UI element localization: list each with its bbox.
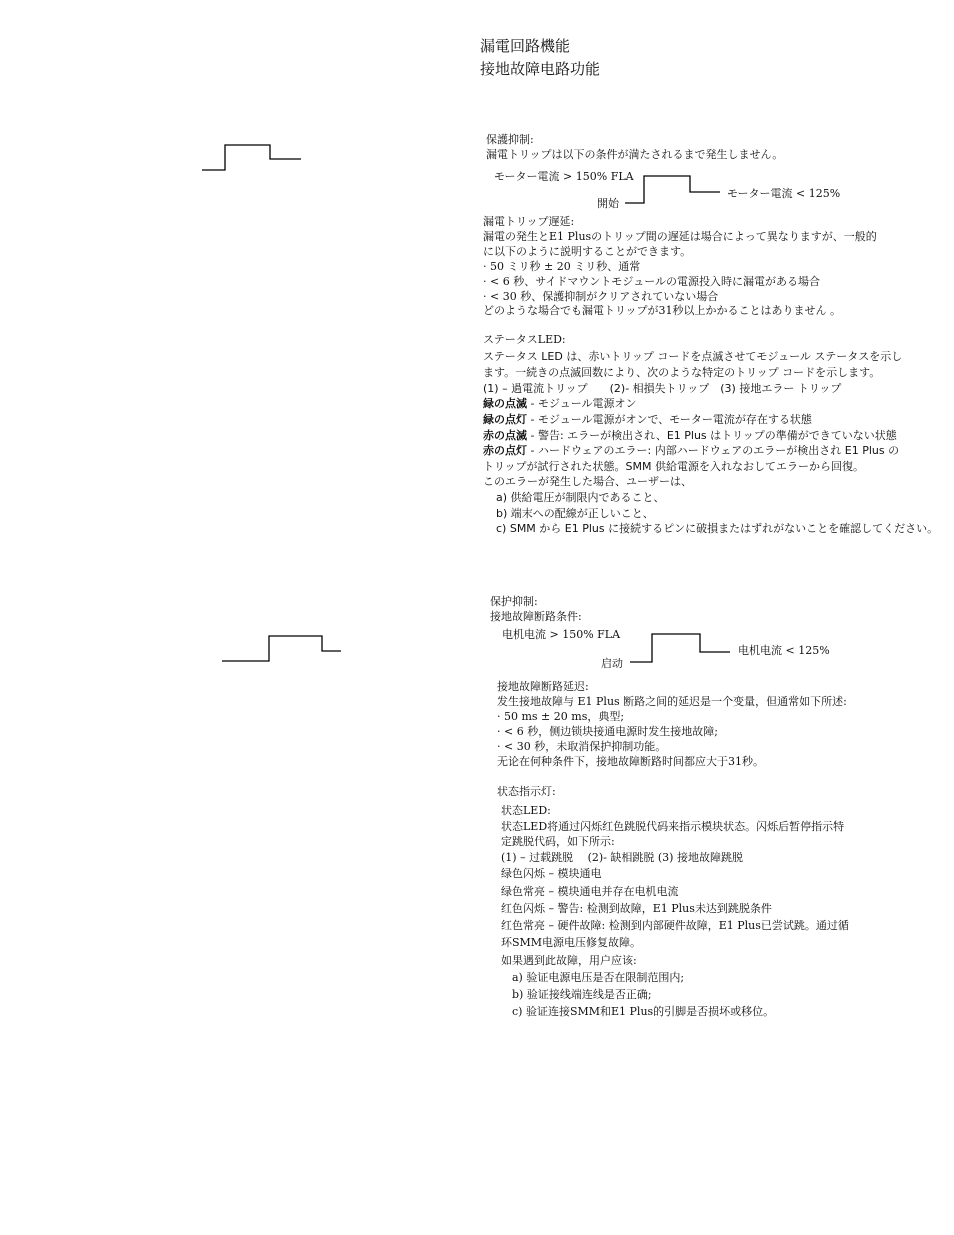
status-led-heading: 状态指示灯:	[497, 785, 556, 798]
protection-text: 接地故障断路条件:	[490, 610, 582, 623]
trip-codes-line: (1) – 過電流トリップ (2)- 相損失トリップ (3) 接地エラー トリップ	[483, 382, 842, 395]
led-state-red-flash: 红色闪烁 – 警告: 检测到故障，E1 Plus未达到跳脱条件	[501, 902, 772, 915]
led-state-label: 緑の点滅	[483, 397, 527, 410]
status-line: ステータス LED は、赤いトリップ コードを点滅させてモジュール ステータスを示し	[483, 350, 903, 363]
delay-line: 无论在何种条件下，接地故障断路时间都应大于31秒。	[497, 755, 764, 768]
status-tail-line: このエラーが発生した場合、ユーザーは、	[483, 475, 692, 488]
status-led-heading: ステータスLED:	[483, 333, 566, 346]
protection-heading: 保护抑制:	[490, 595, 538, 608]
start-label: 開始	[597, 197, 619, 210]
led-state-green-flash: 绿色闪烁 – 模块通电	[501, 867, 602, 880]
delay-line: · 50 ms ± 20 ms，典型;	[497, 710, 625, 723]
status-tail-line: トリップが試行された状態。SMM 供給電源を入れなおしてエラーから回復。	[483, 460, 865, 473]
check-item: a) 验证电源电压是否在限制范围内;	[512, 971, 685, 984]
delay-line: · 50 ミリ秒 ± 20 ミリ秒、通常	[483, 260, 641, 273]
delay-line: 发生接地故障与 E1 Plus 断路之间的延迟是一个变量，但通常如下所述:	[497, 695, 847, 708]
title-chinese: 接地故障电路功能	[480, 60, 601, 78]
delay-line: · < 6 秒，侧边锁块接通电源时发生接地故障;	[497, 725, 718, 738]
motor-current-high-label: モーター電流 > 150% FLA	[494, 170, 634, 183]
title-japanese: 漏電回路機能	[480, 37, 571, 55]
motor-current-low-label: 电机电流 < 125%	[738, 644, 830, 657]
led-state-label: 赤の点灯	[483, 444, 527, 457]
delay-line: に以下のように説明することができます。	[483, 245, 692, 258]
led-state-text: - ハードウェアのエラー: 内部ハードウェアのエラーが検出され E1 Plus の	[527, 444, 900, 457]
check-item: c) SMM から E1 Plus に接続するピンに破損またはずれがないことを確認してください。	[496, 522, 939, 535]
led-state-label: 緑の点灯	[483, 413, 527, 426]
status-line: 状态LED将通过闪烁红色跳脱代码来指示模块状态。闪烁后暂停指示特	[501, 820, 845, 833]
check-item: b) 验证接线端连线是否正确;	[512, 988, 652, 1001]
delay-line: どのような場合でも漏電トリップが31秒以上かかることはありません 。	[483, 304, 842, 317]
status-line: 定跳脱代码，如下所示:	[501, 835, 615, 848]
check-item: a) 供給電圧が制限内であること、	[496, 491, 665, 504]
status-tail-line: 如果遇到此故障，用户应该:	[501, 954, 637, 967]
led-state-text: - モジュール電源オン	[527, 397, 637, 410]
delay-heading: 漏電トリップ遅延:	[483, 215, 575, 228]
start-label: 启动	[601, 657, 623, 670]
led-state-text: - 警告: エラーが検出され、E1 Plus はトリップの準備ができていない状態	[527, 429, 897, 442]
protection-heading: 保護抑制:	[486, 133, 534, 146]
led-state-text: - モジュール電源がオンで、モーター電流が存在する状態	[527, 413, 812, 426]
delay-line: · < 30 秒，未取消保护抑制功能。	[497, 740, 667, 753]
check-item: c) 验证连接SMM和E1 Plus的引脚是否损坏或移位。	[512, 1005, 775, 1018]
delay-heading: 接地故障断路延迟:	[497, 680, 589, 693]
motor-current-low-label: モーター電流 < 125%	[727, 187, 841, 200]
delay-line: 漏電の発生とE1 Plusのトリップ間の遅延は場合によって異なりますが、一般的	[483, 230, 877, 243]
protection-text: 漏電トリップは以下の条件が満たされるまで発生しません。	[486, 148, 784, 161]
led-state-green-solid: 绿色常亮 – 模块通电并存在电机电流	[501, 885, 679, 898]
status-tail-line: 环SMM电源电压修复故障。	[501, 936, 642, 949]
status-line: ます。一続きの点滅回数により、次のような特定のトリップ コードを示します。	[483, 366, 881, 379]
check-item: b) 端末への配線が正しいこと、	[496, 507, 654, 520]
status-line: 状态LED:	[501, 804, 551, 817]
led-state-red-solid: 红色常亮 – 硬件故障: 检测到内部硬件故障，E1 Plus已尝试跳。通过循	[501, 919, 849, 932]
delay-line: · < 6 秒、サイドマウントモジュールの電源投入時に漏電がある場合	[483, 275, 820, 288]
delay-line: · < 30 秒、保護抑制がクリアされていない場合	[483, 290, 719, 303]
led-state-label: 赤の点滅	[483, 429, 527, 442]
motor-current-high-label: 电机电流 > 150% FLA	[502, 628, 621, 641]
trip-codes-line: (1) – 过载跳脱 (2)- 缺相跳脱 (3) 接地故障跳脱	[501, 851, 743, 864]
